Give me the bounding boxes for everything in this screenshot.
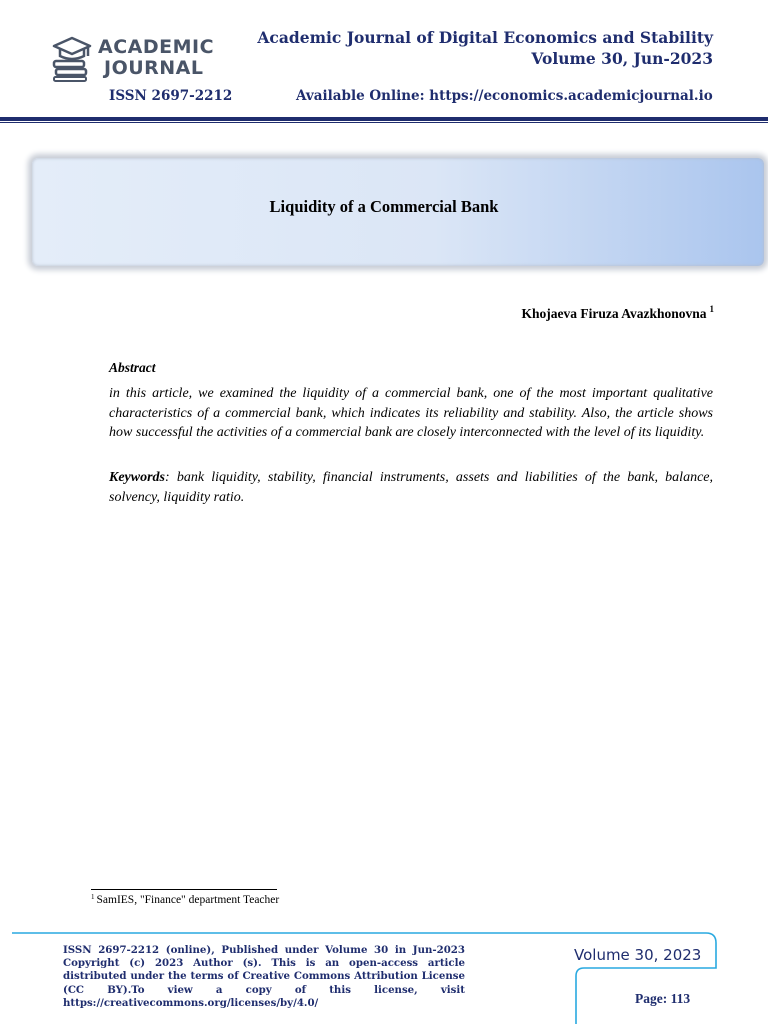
logo-line-1: ACADEMIC <box>98 36 215 58</box>
header-divider-thin <box>0 122 768 123</box>
footnote <box>91 893 279 906</box>
volume-date: Volume 30, Jun-2023 <box>531 49 713 68</box>
footnote-rule <box>91 889 277 890</box>
author-name: Khojaeva Firuza Avazkhonovna <box>521 306 707 321</box>
header-divider-thick <box>0 117 768 121</box>
footer-volume: Volume 30, 2023 <box>574 946 702 964</box>
journal-title-block <box>257 27 713 69</box>
keywords-text: : bank liquidity, stability, financial instruments, assets and liabilities of the bank, balance, solvency, liquidity ratio. <box>109 470 713 505</box>
abstract-text: in this article, we examined the liquidity of a commercial bank, one of the most important qualitative characteristics of a commercial bank, which indicates its reliability and stability. Also, the article shows how successful the activities of a commercial bank are closely interconnected with the level of its liquidity. <box>109 386 713 440</box>
footnote-mark: 1 <box>91 893 95 901</box>
paper-title: Liquidity of a Commercial Bank <box>269 197 499 216</box>
logo-line-2: JOURNAL <box>104 57 204 79</box>
footer-license-text: ISSN 2697-2212 (online), Published under Volume 30 in Jun-2023 Copyright (c) 2023 Author (s). This is an open-access article distributed under the terms of Creative Commons Attribution License (CC BY).To view a copy of this license, visit https://creativecommons.org/licenses/by/4.0/ <box>63 944 465 1009</box>
journal-logo <box>52 34 232 84</box>
author-line <box>521 304 714 322</box>
issn: ISSN 2697-2212 <box>109 88 233 104</box>
available-online-link[interactable]: Available Online: https://economics.academicjournal.io <box>296 88 713 104</box>
footnote-text: SamIES, "Finance" department Teacher <box>96 894 280 906</box>
page-number: Page: 113 <box>635 991 691 1006</box>
journal-name: Academic Journal of Digital Economics and Stability <box>257 28 713 47</box>
graduation-cap-books-icon <box>52 34 96 82</box>
keywords-label: Keywords <box>109 470 165 485</box>
logo-wordmark <box>98 37 214 79</box>
keywords <box>109 468 713 508</box>
abstract-heading: Abstract <box>109 360 156 375</box>
author-footnote-mark[interactable]: 1 <box>709 304 714 314</box>
